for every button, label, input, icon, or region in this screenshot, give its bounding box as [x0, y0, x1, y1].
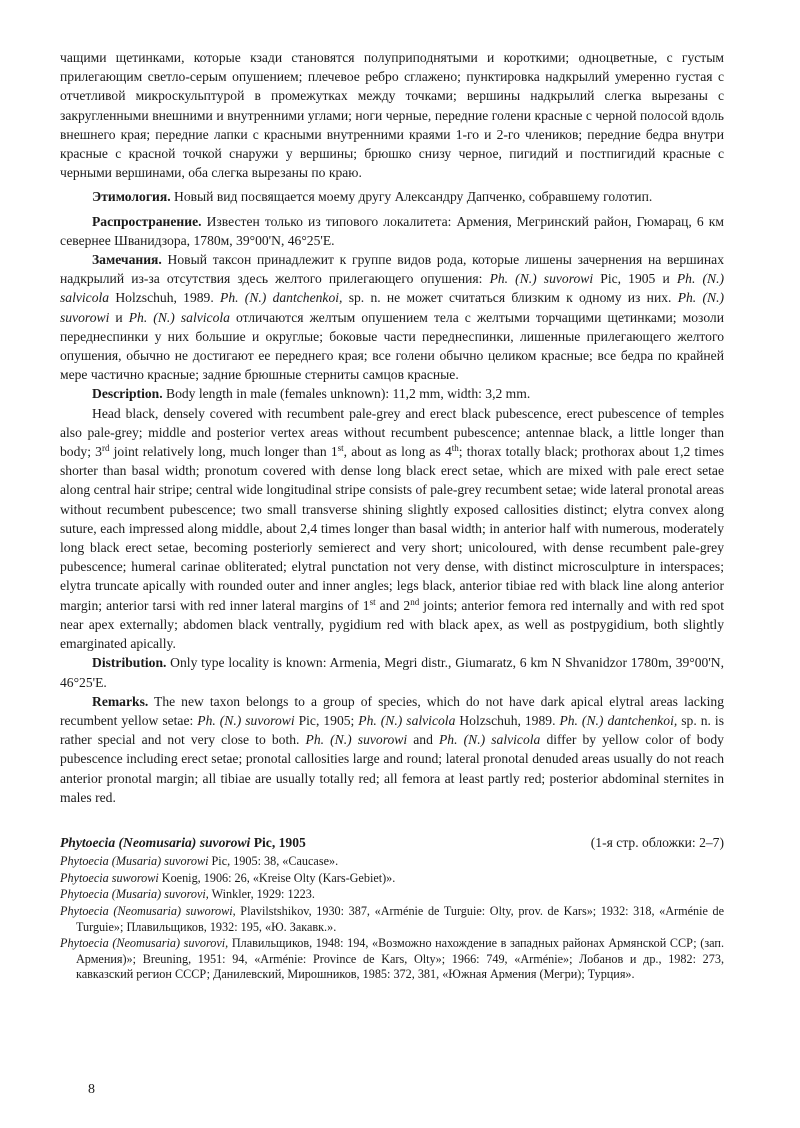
synonym-citation: Плавильщиков, 1948: 194, «Возможно нахождение в западных районах Армянской ССР; (зап. Армения)»; Breuning, 1951: 94, «Arménie: Province de Kars, Olty»; 1966: 749, «Arménie»; Лобанов и др., 1982: 273, кавказский регион СССР; Данилевский, Мирошников, 1985: 372, 381, «Южная Армения (Мегри); Турция».: [76, 936, 724, 982]
taxon-name: Ph. (N.) suvorowi: [60, 290, 724, 325]
en-description: [60, 384, 724, 403]
ru-description-continuation: чащими щетинками, которые кзади становятся полуприподнятыми и короткими; одноцветные, с густым прилегающим светло-серым опушением; плечевое ребро сглажено; пунктировка надкрылий умеренно густая с отчетливой микроскульптурой в промежутках между точками; вершины надкрылий слегка вырезаны с закругленными внешними и внутренними углами; ноги черные, передние голени красные с черной полосой вдоль внешнего края; передние лапки с красными внутренними краями 1-го и 2-го члеников; передние бедра внутри красные с красной точкой снаружи у вершины; брюшко снизу черное, пигидий и постпигидий красные с черными вершинами, оба слегка вырезаны по краю.: [60, 50, 724, 181]
en-remarks-text: Holzschuh, 1989.: [455, 712, 560, 728]
species-heading: [60, 833, 724, 852]
synonym-citation: Koenig, 1906: 26, «Kreise Olty (Kars-Gebiet)».: [158, 870, 396, 885]
synonym-name: Phytoecia (Neomusaria) suworowi,: [60, 903, 236, 918]
en-body-text: ; thorax totally black; prothorax about 1,2 times shorter than basal width; pronotum covered with dense long black erect setae, which are mixed with pale erect setae along central hair stripe; central wide longitudinal stripe consists of pale-grey recumbent setae; wide lateral pronotal areas without recumbent pubescence; two small transverse shining slightly exposed callosities distinct; elytra convex along suture, each impressed along middle, about 2,4 times longer than basal width; in anterior half with numerous, moderately long black erect setae, becoming posteriorly semierect and very short; unicoloured, with dense recumbent pale-grey pubescence; humeral carinae obliterated; elytral punctation not very dense, with distinct microsculpture in interspaces; elytra truncate apically with rounded outer and inner angles; legs black, anterior tibiae red with black line along anterior margin; anterior tarsi with red inner lateral margins of 1: [60, 444, 724, 613]
taxon-name: Ph. (N.) suvorowi: [489, 271, 594, 287]
ru-remarks: [60, 250, 724, 384]
taxon-name: Ph. (N.) salvicola: [439, 732, 541, 748]
taxon-name: Ph. (N.) salvicola: [60, 271, 724, 306]
species-author: Pic, 1905: [250, 834, 306, 850]
ru-distribution: [60, 212, 724, 250]
ru-remarks-text: и: [109, 309, 129, 325]
en-body-text: , about as long as 4: [343, 444, 452, 460]
en-remarks-text: Pic, 1905;: [294, 712, 359, 728]
ru-remarks-text: отличаются желтым опушением тела с желтыми торчащими щетинками; мозоли переднеспинки у них большие и округлые; боковые части переднеспинки, лишенные прилегающего желтого опушения, обычно не достигают ее переднего края; все голени обычно целиком красные; все бедра по крайней мере частично красные; задние брюшные стерниты самцов красные.: [60, 309, 724, 383]
taxon-name: Ph. (N.) salvicola: [358, 712, 456, 728]
superscript: th: [451, 443, 459, 454]
synonym-entry: [60, 904, 724, 935]
en-description-label: Description.: [92, 386, 163, 402]
taxon-name: Ph. (N.) suvorowi: [197, 712, 295, 728]
taxon-name: Ph. (N.) dantchenkoi,: [559, 712, 678, 728]
en-description-body: [60, 404, 724, 654]
ru-distribution-label: Распространение.: [92, 213, 202, 229]
synonym-entry: [60, 887, 724, 903]
synonym-citation: Winkler, 1929: 1223.: [208, 887, 315, 902]
taxon-name: Ph. (N.) suvorowi: [305, 732, 408, 748]
en-distribution-label: Distribution.: [92, 655, 167, 671]
synonym-citation: Pic, 1905: 38, «Caucase».: [208, 854, 339, 869]
ru-remarks-label: Замечания.: [92, 252, 162, 268]
en-remarks-text: sp. n. is rather special and not very close to both.: [60, 712, 724, 748]
en-distribution-text: Only type locality is known: Armenia, Megri distr., Giumaratz, 6 km N Shvanidzor 1780m, 39°00'N, 46°25'E.: [60, 655, 724, 690]
synonym-entry: [60, 854, 724, 870]
en-body-text: Head black, densely covered with recumbent pale-grey and erect black pubescence, erect pubescence of temples also pale-grey; middle and posterior vertex areas without recumbent pubescence; antennae black, a little longer than body; 3: [60, 405, 724, 460]
superscript: nd: [410, 596, 420, 607]
species-name: Phytoecia (Neomusaria) suvorowi: [60, 834, 251, 850]
superscript: st: [337, 443, 344, 454]
superscript: rd: [101, 443, 110, 454]
ru-etymology-text: Новый вид посвящается моему другу Александру Дапченко, собравшему голотип.: [170, 189, 653, 205]
ru-etymology: [60, 187, 724, 206]
synonymy-list: [60, 854, 724, 983]
taxon-name: Ph. (N.) dantchenkoi,: [220, 290, 343, 306]
en-body-text: and 2: [375, 597, 411, 613]
synonym-name: Phytoecia (Musaria) suvorovi,: [60, 887, 209, 902]
ru-remarks-text: Новый таксон принадлежит к группе видов рода, которые лишены зачернения на вершинах надкрылий из-за отсутствия здесь желтого прилегающего опушения:: [60, 252, 724, 287]
ru-remarks-text: sp. n. не может считаться близким к одному из них.: [342, 290, 678, 306]
en-remarks-text: differ by yellow color of body pubescence including erect setae; pronotal callosities large and round; lateral pronotal denuded areas usually do not reach anterior pronotal margin; all tibiae are usually totally red; all femora at least partly red; posterior abdominal sternites in males red.: [60, 732, 724, 805]
synonym-citation: Plavilstshikov, 1930: 387, «Arménie de Turguie: Olty, prov. de Kars»; 1932: 318, «Arménie de Turguie»; Плавильщиков, 1932: 195, «Ю. Закавк.».: [76, 903, 724, 934]
en-remarks-text: and: [407, 732, 439, 748]
superscript: st: [369, 596, 376, 607]
synonym-entry: [60, 936, 724, 983]
en-distribution: [60, 653, 724, 691]
en-body-text: joints; anterior femora red internally and with red spot near apex externally; abdomen black ventrally, pygidium red with black apex, as well as postpygidium, both slightly emarginated apically.: [60, 597, 724, 652]
en-remarks: [60, 692, 724, 807]
ru-etymology-label: Этимология.: [92, 189, 171, 205]
synonym-entry: [60, 871, 724, 887]
synonym-name: Phytoecia (Musaria) suvorowi: [60, 854, 209, 869]
species-title: [60, 833, 306, 852]
document-page: [60, 48, 724, 984]
ru-distribution-text: Известен только из типового локалитета: Армения, Мегринский район, Гюмарац, 6 км севернее Шванидзора, 1780м, 39°00'N, 46°25'E.: [60, 213, 724, 248]
en-remarks-text: The new taxon belongs to a group of species, which do not have dark apical elytral areas lacking recumbent yellow setae:: [60, 693, 724, 728]
en-body-text: joint relatively long, much longer than 1: [109, 444, 338, 460]
taxon-name: Ph. (N.) salvicola: [128, 309, 230, 325]
ru-remarks-text: Holzschuh, 1989.: [109, 290, 221, 306]
synonym-name: Phytoecia suworowi: [60, 870, 159, 885]
en-remarks-label: Remarks.: [92, 693, 149, 709]
synonym-name: Phytoecia (Neomusaria) suvorovi,: [60, 936, 229, 951]
page-number: 8: [88, 1082, 95, 1097]
ru-remarks-text: Pic, 1905 и: [593, 271, 677, 287]
en-description-text: Body length in male (females unknown): 11,2 mm, width: 3,2 mm.: [162, 386, 531, 402]
cover-reference: (1-я стр. обложки: 2–7): [590, 834, 724, 850]
